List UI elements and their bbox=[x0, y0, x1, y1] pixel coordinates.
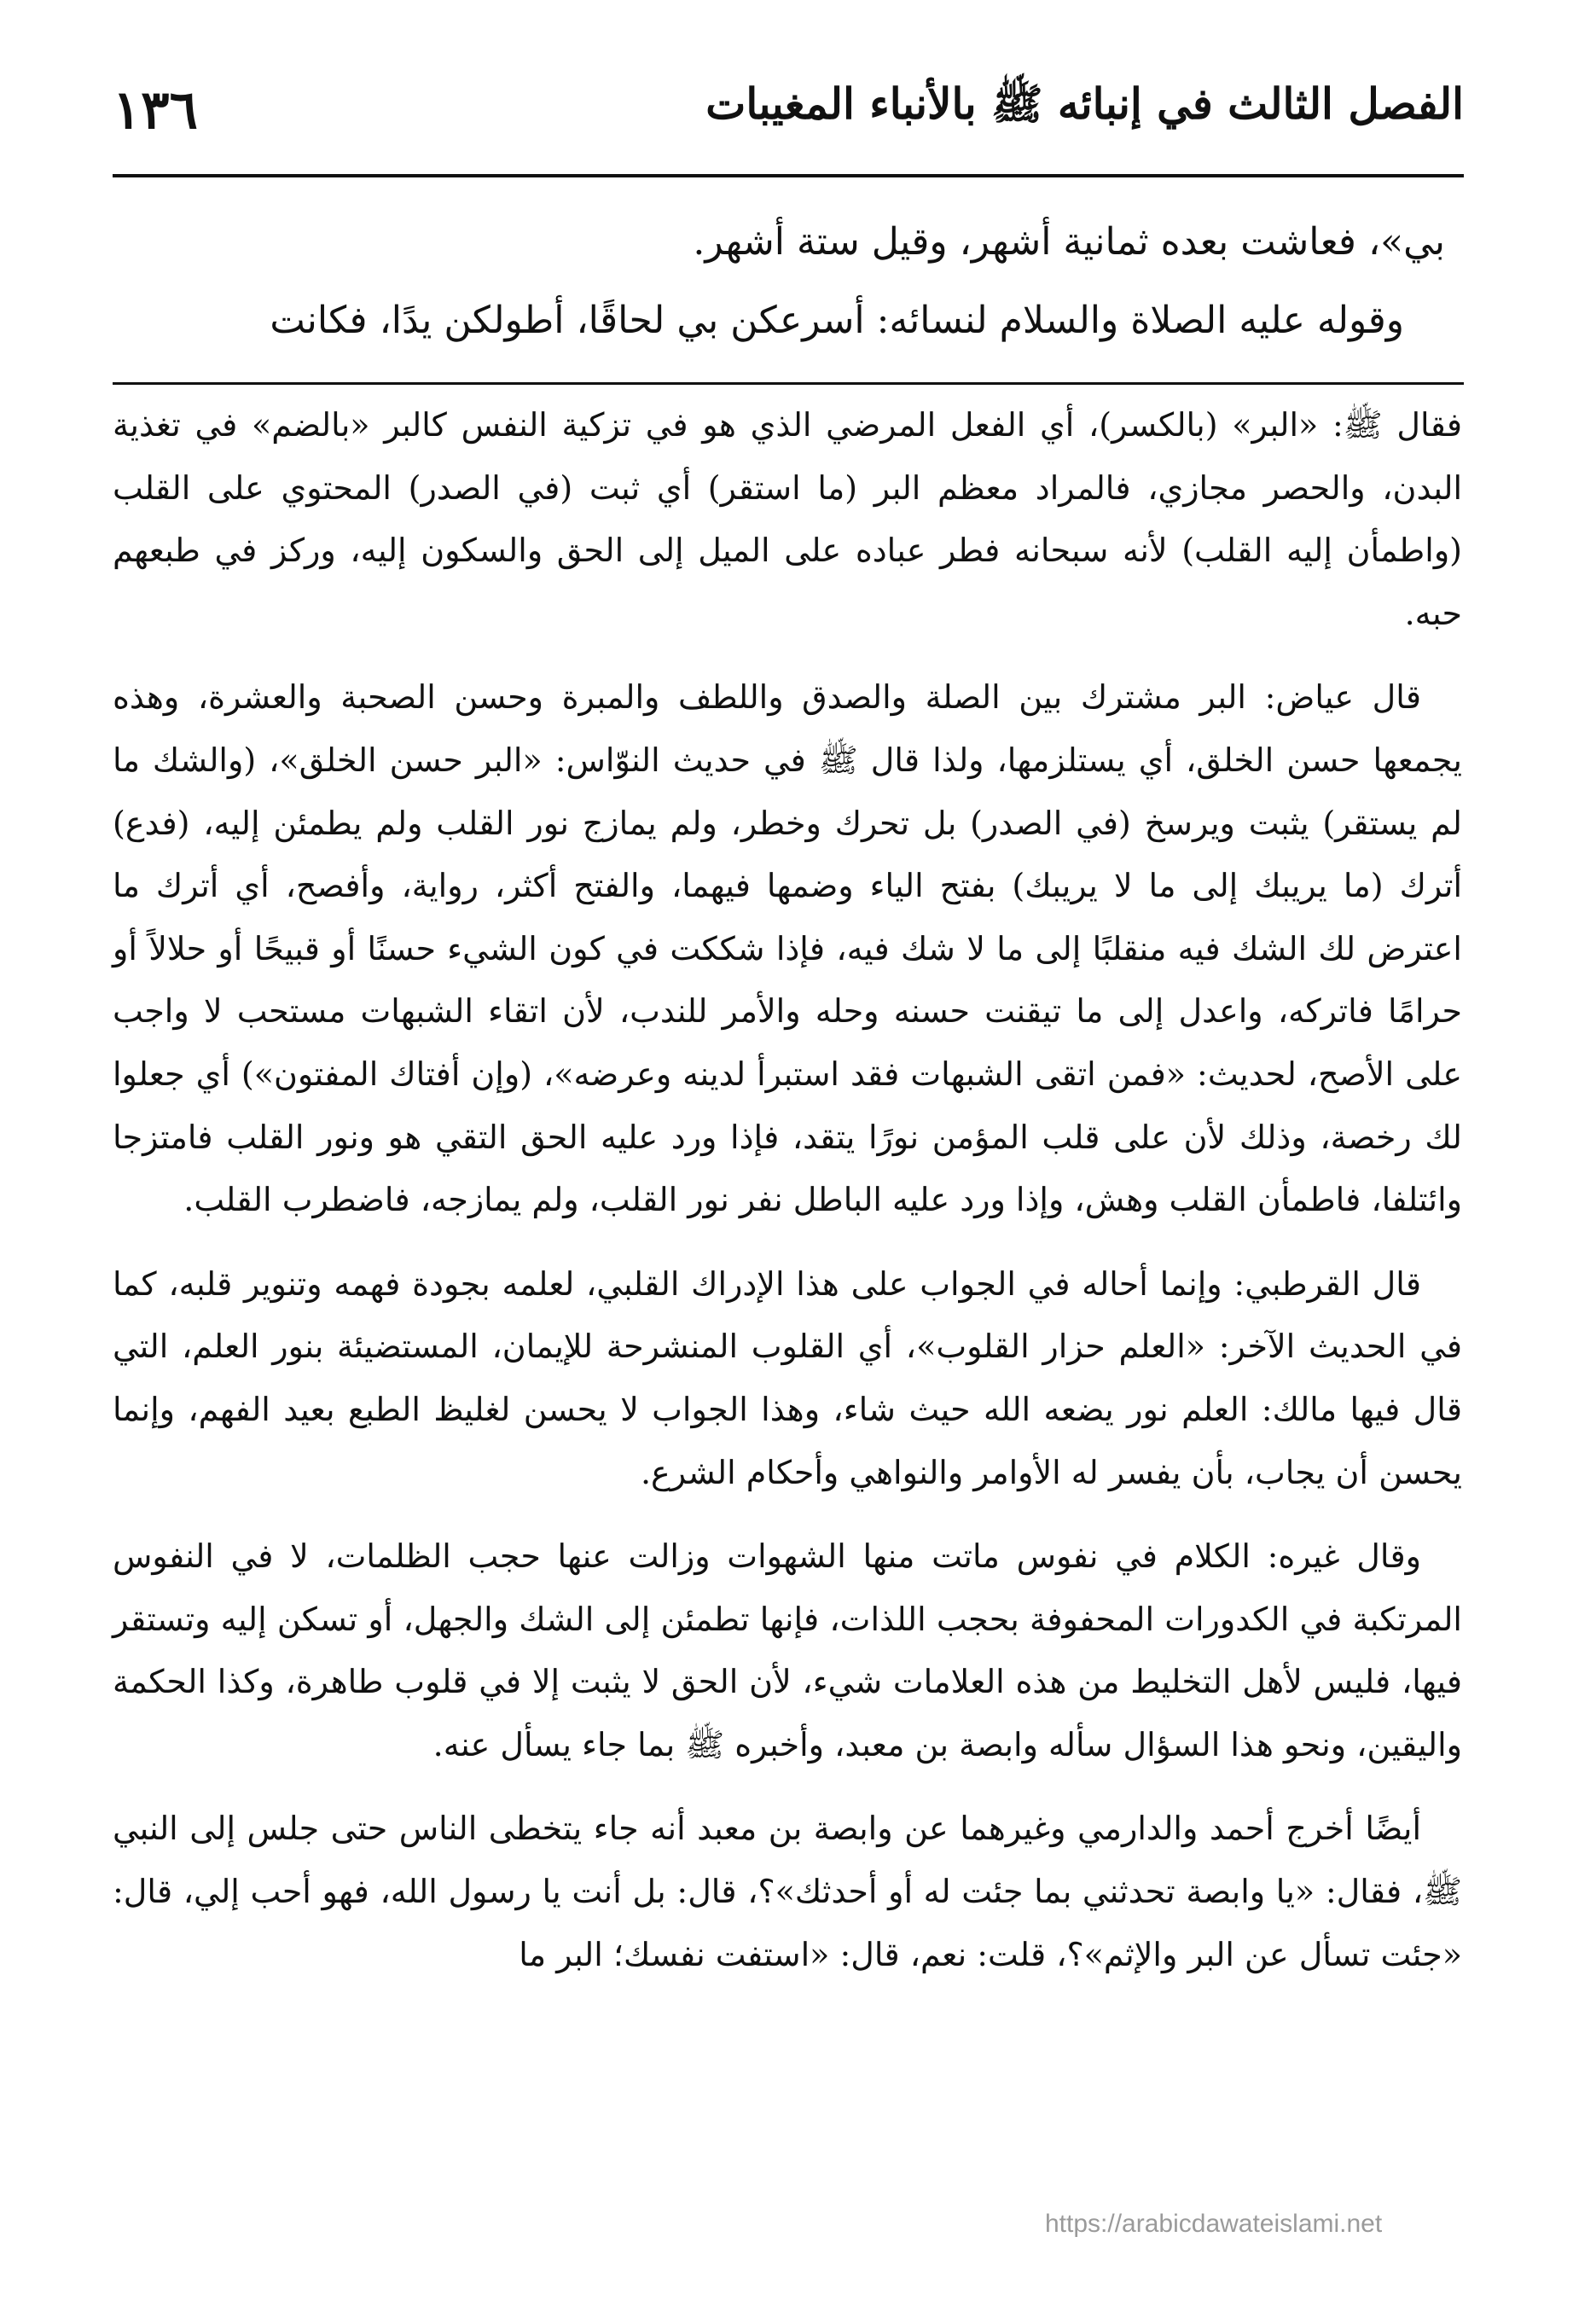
main-text-line: بي»، فعاشت بعده ثمانية أشهر، وقيل ستة أشهر. bbox=[693, 220, 1445, 264]
commentary-paragraph: فقال ﷺ: «البر» (بالكسر)، أي الفعل المرضي الذي هو في تزكية النفس كالبر «بالضم» في تغذية البدن، والحصر مجازي، فالمراد معظم البر (ما استقر) أي ثبت (في الصدر) المحتوي على القلب (واطمأن إليه القلب) لأنه سبحانه فطر عباده على الميل إلى الحق والسكون إليه، وركز في طبعهم حبه. bbox=[113, 406, 1462, 632]
main-text bbox=[113, 203, 1445, 360]
commentary-paragraph: وقال غيره: الكلام في نفوس ماتت منها الشهوات وزالت عنها حجب الظلمات، لا في النفوس المرتكبة في الكدورات المحفوفة بحجب اللذات، فإنها تطمئن إلى الشك والجهل، أو تسكن إليه وتستقر فيها، فليس لأهل التخليط من هذه العلامات شيء، لأن الحق لا يثبت إلا في قلوب طاهرة، وكذا الحكمة واليقين، ونحو هذا السؤال سأله وابصة بن معبد، وأخبره ﷺ بما جاء يسأل عنه. bbox=[113, 1537, 1462, 1763]
running-title: الفصل الثالث في إنبائه ﷺ بالأنباء المغيبات bbox=[705, 78, 1464, 129]
commentary-paragraph: قال عياض: البر مشترك بين الصلة والصدق واللطف والمبرة وحسن الصحبة والعشرة، وهذه يجمعها حسن الخلق، أي يستلزمها، ولذا قال ﷺ في حديث النوّاس: «البر حسن الخلق»، (والشك ما لم يستقر) يثبت ويرسخ (في الصدر) بل تحرك وخطر، ولم يمازج نور القلب ولم يطمئن إليه، (فدع) أترك (ما يريبك إلى ما لا يريبك) بفتح الياء وضمها فيهما، والفتح أكثر، رواية، وأفصح، أي أترك ما اعترض لك الشك فيه منقلبًا إلى ما لا شك فيه، فإذا شككت في كون الشيء حسنًا أو قبيحًا أو حلالاً أو حرامًا فاتركه، واعدل إلى ما تيقنت حسنه وحله والأمر للندب، لأن اتقاء الشبهات مستحب لا واجب على الأصح، لحديث: «فمن اتقى الشبهات فقد استبرأ لدينه وعرضه»، (وإن أفتاك المفتون») أي جعلوا لك رخصة، وذلك لأن على قلب المؤمن نورًا يتقد، فإذا ورد عليه الحق التقي هو ونور القلب فامتزجا وائتلفا، فاطمأن القلب وهش، وإذا ورد عليه الباطل نفر نور القلب، ولم يمازجه، فاضطرب القلب. bbox=[113, 678, 1462, 1219]
page-number: ١٣٦ bbox=[113, 78, 198, 141]
commentary-paragraph: أيضًا أخرج أحمد والدارمي وغيرهما عن وابصة بن معبد أنه جاء يتخطى الناس حتى جلس إلى النبي ﷺ، فقال: «يا وابصة تحدثني بما جئت له أو أحدثك»؟، قال: بل أنت يا رسول الله، فهو أحب إلي، قال: «جئت تسأل عن البر والإثم»؟، قلت: نعم، قال: «استفت نفسك؛ البر ما bbox=[113, 1810, 1463, 1973]
watermark-url: https://arabicdawateislami.net bbox=[1045, 2210, 1383, 2238]
page-header bbox=[113, 67, 1464, 152]
commentary-divider bbox=[113, 382, 1464, 385]
header-divider bbox=[113, 174, 1464, 177]
commentary-paragraph: قال القرطبي: وإنما أحاله في الجواب على هذا الإدراك القلبي، لعلمه بجودة فهمه وتنوير قلبه، كما في الحديث الآخر: «العلم حزار القلوب»، أي القلوب المنشرحة للإيمان، المستضيئة بنور العلم، التي قال فيها مالك: العلم نور يضعه الله حيث شاء، وهذا الجواب لا يحسن لغليظ الطبع بعيد الفهم، وإنما يحسن أن يجاب، بأن يفسر له الأوامر والنواهي وأحكام الشرع. bbox=[113, 1264, 1462, 1491]
commentary-text bbox=[113, 394, 1462, 2007]
main-text-line: وقوله عليه الصلاة والسلام لنسائه: أسرعكن بي لحاقًا، أطولكن يدًا، فكانت bbox=[270, 299, 1404, 342]
